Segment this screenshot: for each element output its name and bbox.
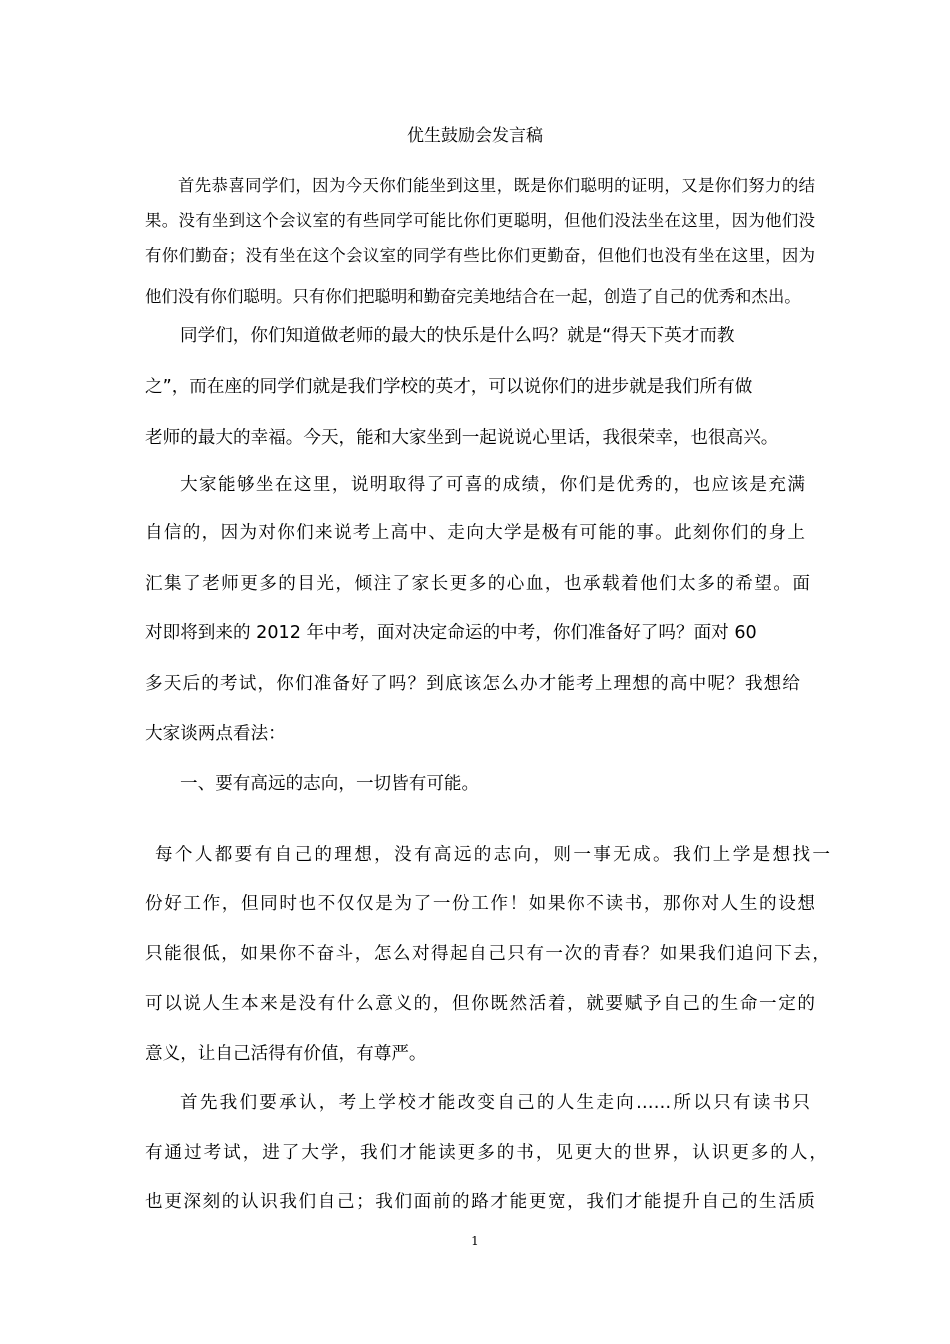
paragraph-line: 老师的最大的幸福。今天，能和大家坐到一起说说心里话，我很荣幸，也很高兴。: [145, 428, 779, 448]
paragraph-line: 汇集了老师更多的目光，倾注了家长更多的心血，也承载着他们太多的希望。面: [145, 574, 810, 594]
page-number: 1: [471, 1234, 479, 1248]
paragraph-line: 每个人都要有自己的理想，没有高远的志向，则一事无成。我们上学是想找一: [155, 845, 830, 865]
paragraph-line: 大家能够坐在这里，说明取得了可喜的成绩，你们是优秀的，也应该是充满: [180, 475, 805, 495]
paragraph-line: 果。没有坐到这个会议室的有些同学可能比你们更聪明，但他们没法坐在这里，因为他们没: [145, 211, 815, 230]
paragraph-line: 首先恭喜同学们，因为今天你们能坐到这里，既是你们聪明的证明，又是你们努力的结: [178, 176, 815, 195]
paragraph-line: 意义，让自己活得有价值，有尊严。: [145, 1044, 427, 1064]
section-heading: 一、要有高远的志向，一切皆有可能。: [180, 774, 480, 794]
document-title: 优生鼓励会发言稿: [407, 126, 543, 146]
paragraph-line: 可以说人生本来是没有什么意义的，但你既然活着，就要赋予自己的生命一定的: [145, 994, 815, 1014]
paragraph-line: 他们没有你们聪明。只有你们把聪明和勤奋完美地结合在一起，创造了自己的优秀和杰出。: [145, 287, 801, 306]
paragraph-line: 之”，而在座的同学们就是我们学校的英才，可以说你们的进步就是我们所有做: [145, 377, 753, 397]
paragraph-line: 多天后的考试，你们准备好了吗？到底该怎么办才能考上理想的高中呢？我想给: [145, 674, 800, 694]
paragraph-line: 对即将到来的 2012 年中考，面对决定命运的中考，你们准备好了吗？面对 60: [145, 623, 757, 643]
paragraph-line: 份好工作，但同时也不仅仅是为了一份工作！如果你不读书，那你对人生的设想: [145, 894, 815, 914]
paragraph-line: 自信的，因为对你们来说考上高中、走向大学是极有可能的事。此刻你们的身上: [145, 523, 805, 543]
paragraph-line: 有通过考试，进了大学，我们才能读更多的书，见更大的世界，认识更多的人，: [145, 1143, 827, 1163]
paragraph-line: 首先我们要承认，考上学校才能改变自己的人生走向……所以只有读书只: [180, 1093, 810, 1113]
paragraph-line: 只能很低，如果你不奋斗，怎么对得起自己只有一次的青春？如果我们追问下去，: [145, 944, 830, 964]
paragraph-line: 同学们，你们知道做老师的最大的快乐是什么吗？就是“得天下英才而教: [180, 326, 735, 346]
paragraph-line: 也更深刻的认识我们自己；我们面前的路才能更宽，我们才能提升自己的生活质: [145, 1192, 815, 1212]
paragraph-line: 大家谈两点看法：: [145, 724, 286, 744]
paragraph-line: 有你们勤奋；没有坐在这个会议室的同学有些比你们更勤奋，但他们也没有坐在这里，因为: [145, 246, 815, 265]
